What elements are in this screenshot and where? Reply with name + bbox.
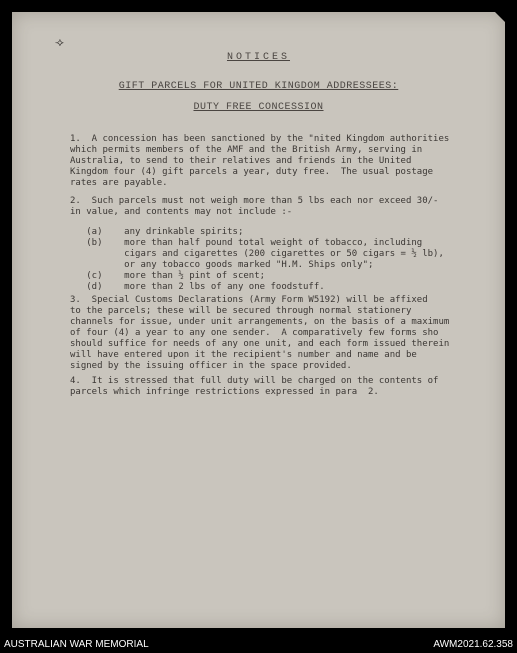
institution-label: AUSTRALIAN WAR MEMORIAL [4, 639, 149, 650]
folded-corner [495, 12, 505, 22]
pen-mark: ⟢ [55, 36, 64, 50]
paragraph-4: 4. It is stressed that full duty will be charged on the contents of parcels which infringe restrictions expressed in para 2. [70, 376, 439, 397]
paragraph-3: 3. Special Customs Declarations (Army Form W5192) will be affixed to the parcels; these will be secured through normal stationery channels for issue, under unit arrangements, on the basis of a maximum of four (4) a year to any one sender. A comparatively few forms sho should suffice for needs of any one unit, and each form issued therein will have entered upon it the recipient's number and name and be signed by the issuing officer in the space provided. [70, 295, 450, 371]
notice-subheading: GIFT PARCELS FOR UNITED KINGDOM ADDRESSEES: [118, 81, 399, 92]
notice-heading: NOTICES [226, 52, 290, 63]
accession-number: AWM2021.62.358 [433, 639, 513, 650]
concession-heading: DUTY FREE CONCESSION [193, 102, 324, 113]
restriction-list: (a) any drinkable spirits; (b) more than half pound total weight of tobacco, including cigars and cigarettes (200 cigarettes or 50 cigars = ½ lb), or any tobacco goods marked "H.M. Ships only"; (c) more than ½ pint of scent; (d) more than 2 lbs of any one foodstuff. [86, 227, 444, 292]
archive-footer [0, 634, 517, 653]
document-page [12, 12, 505, 628]
paragraph-2: 2. Such parcels must not weigh more than 5 lbs each nor exceed 30/- in value, and contents may not include :- [70, 196, 439, 217]
paragraph-1: 1. A concession has been sanctioned by the "nited Kingdom authorities which permits members of the AMF and the British Army, serving in Australia, to send to their relatives and friends in the United Kingdom four (4) gift parcels a year, duty free. The usual postage rates are payable. [70, 134, 450, 188]
